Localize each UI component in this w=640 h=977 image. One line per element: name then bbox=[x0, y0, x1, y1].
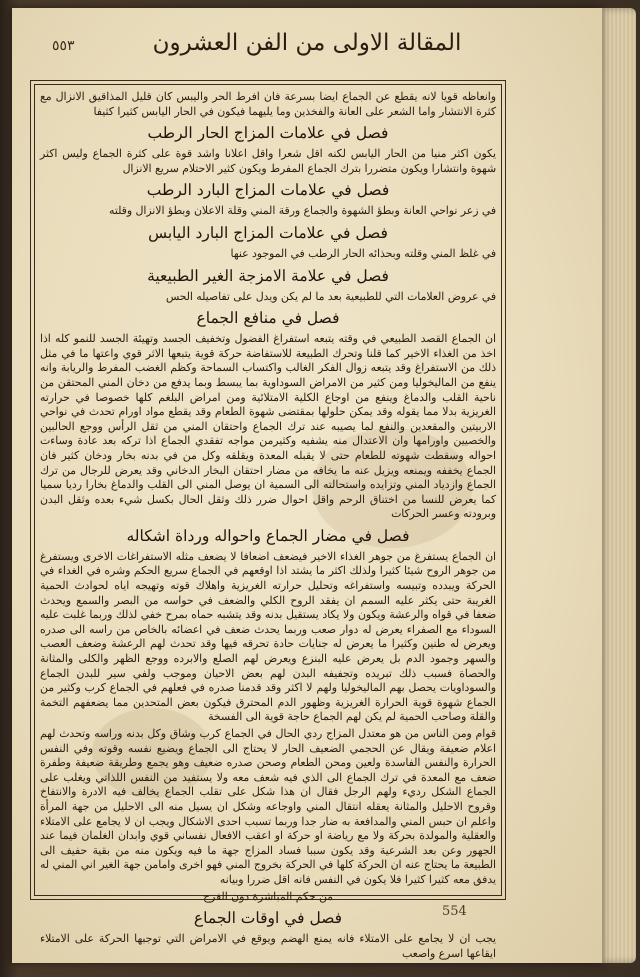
section-heading: فصل في منافع الجماع bbox=[196, 309, 340, 328]
page-number-bottom: 554 bbox=[442, 904, 467, 919]
section-heading: فصل في علامة الامزجة الغير الطبيعية bbox=[147, 266, 389, 285]
section-heading: فصل في علامات المزاج الحار الرطب bbox=[147, 124, 389, 143]
paragraph: في غلظ المني وقلته وبحذائه الحار الرطب في الموجود عنها bbox=[230, 246, 496, 260]
paragraph: ان الجماع القصد الطبيعي في وقته يتبعه استفراغ الفضول وتخفيف الجسد وتهيئة الجسد للنمو كله اذا اخذ من الغذاء الاخير كما قلنا وتحرك الطبيعة للاستفاضة حركة قوية يتبعها الاثر قوي واعتها ما في مثل ذلك من الاستفراغ وقد يتبعه زوال الفكر الغالب واكتساب السماحة وكظم الغضب المفرط والريابة وانه ينفع من الماليخوليا ومن كثير من الامراض السوداوية بما يبسط وبما يدفع من دخان المني المحتقن من ناحية القلب والدماغ وينفع من اوجاع الكلية الامتلائية ومن امراض البلغم كلها خصوصا في حرارته الغريزية بدلا مما يقوله وقد يمكن حلولها بمقتضى شهوة الطعام وقد يقطع مواد اورام تحدث في نواحي الاربيتين والمقعدين والنفع لما يصيبه عند ترك الجماع واحتقان المني من ثقل الرأس ووجع الحالبين والخصيين واورامها وان الاعتدال منه يشفيه وكثيرمن مواجه تفقدي الجماع اذا تركه بعد عادة وساءت احواله وسقطت شهوته للطعام حتى لا يقبله المعدة ويقلقه وكل من في بدنه بخار ودخان كثير فان الجماع يخففه ويمنعه ويزيل عنه ما يخافه من مضار احتقان البخار الدخاني وقد يعرض للرجال من ترك الجماع وازدياد المني وتزايده واستحالته الى السمية ان يوصل المني الى القلب والدماغ بخارا رديا سميا كما يعرض للنسا من اختناق الرحم واقل احوال ضرر ذلك وثقل الحال بكسل شيء بعده وثقل البدن وبرودته وعسر الحركات bbox=[40, 332, 496, 521]
page-header bbox=[52, 30, 562, 76]
section-heading: فصل في علامات المزاج البارد الرطب bbox=[146, 181, 390, 200]
manuscript-page bbox=[12, 8, 602, 963]
paragraph: يجب ان لا يجامع على الامتلاء فانه يمنع الهضم ويوقع في الامراض التي توجبها الحركة على الامتلاء ايقاعها اسرع واصعب bbox=[40, 932, 496, 960]
paragraph: وانعاظه قويا لانه يقطع عن الجماع ايضا بسرعة فان افرط الحر واليبس كان قليل المذاقيق الانزال مع كثرة الانتشار واما الشعر على العانة والفخذين وما يليهما فيكون في الحار اليابس كثيرا كثيفا bbox=[40, 90, 496, 118]
paragraph: قوام ومن الناس من هو معتدل المزاج ردي الحال في الجماع كرب وشاق وكل بدنه وراسه وتحدث لهم اعلام ضعيفة ويقال عن الحجمي الضعيف الحار لا يحتاج الى الجماع ويضيع نفسه وقوته وفي النفس الحرارة والنفس الفاسدة ولعين ومحن الطعام وصحن صدره ضعيف وهو يجمع وطريقة ضعيفة وطفرة ضعف مع المعدة في ترك الجماع الى الذي فيه شعف معه ولا يستفيد من النفس اللذاتي ويغلب على الجماع الشكل رديء ولهم الرجل فقال ان هذا شكل على تقلب الجماع يخالف فيه الادرة والانتفاخ وقروح الاحليل والمثانة يعقله انتقال المني واوجاعه وشكل ان يسيل منه الى الاحليل من جهة المرأة واعلم ان حبس المني والمدافعة به ضار جدا وربما تسبب احدى الاشكال ويجب ان لا يجامع على الامتلاء والعقلية والمولدة بحركة ولا مع رياضة او حركة او اعقب الافعال نفساني قوي وابدان الغلمان فيما عند الجهور وعن بعد الشرعية وقد يكون سببا فساد المزاج جهة ما فيه ويكون منه من بقية حفيف الى الطبيعة ما يحتاج عنه ان الحركة كلها في الحركة بخروج المني فهو اخرى وامامن جهة الغير اني المني له يدفق معه كثيرا كثيرا فلا يكون في النفس فانه اقل ضررا وبيانه bbox=[40, 727, 496, 886]
page-number-top: ٥٥٣ bbox=[52, 38, 75, 54]
page-title: المقالة الاولى من الفن العشرون bbox=[152, 30, 462, 56]
paragraph: في عروض العلامات التي للطبيعية بعد ما لم يكن ويدل على تفاصيله الحس bbox=[165, 289, 496, 303]
paragraph: يكون اكثر منيا من الحار اليابس لكنه اقل شعرا واقل اعلانا واشد قوة على كثرة الجماع وليس اكثر شهوة وانتشارا ويكون متضررا بترك الجماع المفرط ويكون كثير الاحتلام سريع الانزال bbox=[40, 147, 496, 175]
paragraph: في زعر نواحي العانة وبطؤ الشهوة والجماع ورقة المني وقلة الاعلان وبطؤ الانزال وقلته bbox=[109, 204, 496, 218]
section-heading: فصل في اوقات الجماع bbox=[193, 909, 343, 928]
paragraph: ان الجماع يستفرغ من جوهر الغذاء الاخير فيضعف اضعافا لا يضعف مثله الاستفراغات الاخرى ويستفرغ من جوهر الروح شيئا كثيرا ولذلك اكثر ما يشتد اذا اوقعهم في الجماع سريع الحكم وشره في الغداء في الحركة ويبدده وتبيسه واستفراغه وتحليل حرارته الغريزية واهلاك قوته وتهيجه اياه لحوادث الحمية الغريبة حتى يكثر عليه السمم ان يفقد الروح الكلي والضعف في حواسه من البصر والسمع ويحدث ضعفا في قواه والرعشة ويكون ولا يكاد يستقيل بدنه وقد يتشبه حماه بمرح خفي لذلك وربما غلبت عليه السوداء مع الصفراء يعرض له دوار صعب وربما يحدث ضعف في اعضائه بالخاص من راسه الى صدره ويعرض له طنين وكثيرا ما يعرض له جنايات حادة تحرقه فيها وقد تحدث لهم الرعشة وضعف العصب والسهر وجمود الدم بل يعرض عليه البنزع ويعرض لهم الصلع والابرده ووجع الظهر والكلى والمثانة والحصاة فسبب ذلك تبريده وتجفيفه البدن لهم بعض الاحيان وموجب ولفي سير للبدن الجماع والسوداويات يحصل بهم الماليخوليا ولهم لا اكثر وقد قدمنا صدره في فعلهم في الجماع كرب وكثير من الجماع شهوة قوية الحرارة الغريزية وظهور الدم المحترق فيكون بعض المتحدين مما يضعفهم التخمة والقلة وصاحب الحمية لم يكن لهم الجماع حاجة قوية الى الفسخة bbox=[40, 549, 496, 724]
section-heading: فصل في علامات المزاج البارد اليابس bbox=[148, 223, 388, 242]
paragraph: من حكم المباشرة دون الفرج bbox=[203, 889, 333, 903]
section-heading: فصل في مضار الجماع واحواله ورداة اشكاله bbox=[126, 526, 410, 545]
